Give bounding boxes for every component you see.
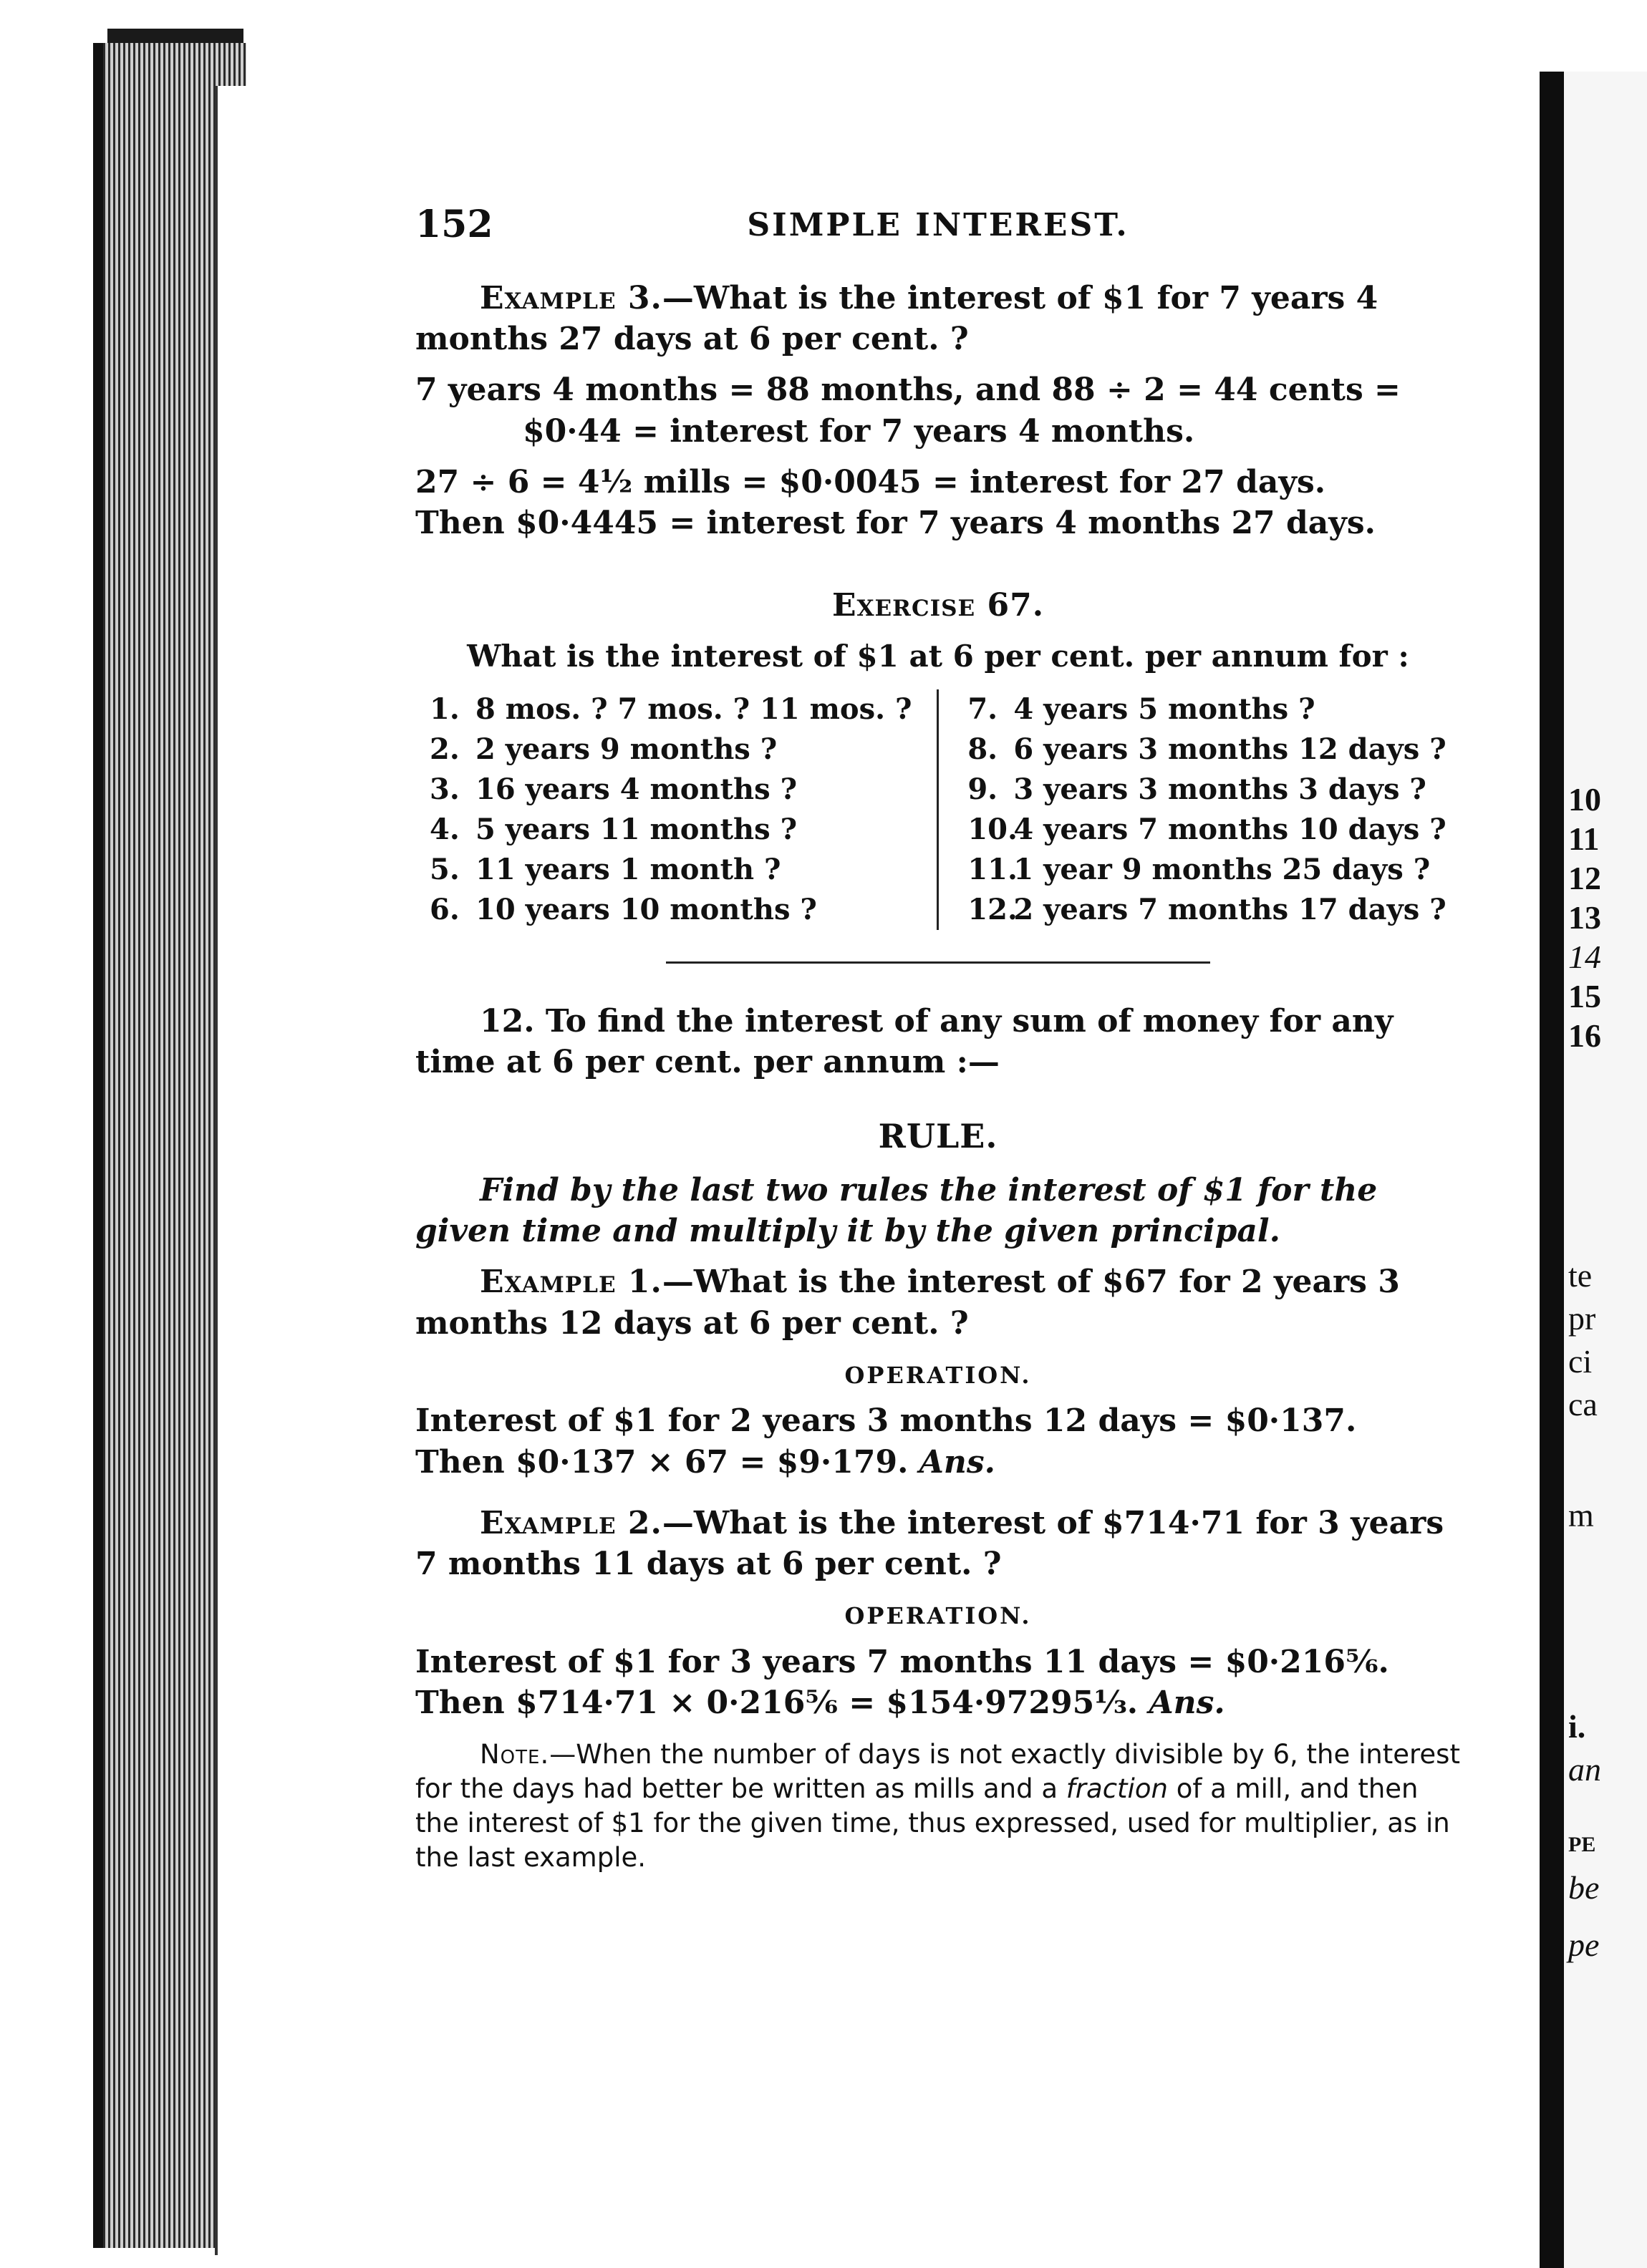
next-page-fragment: pe <box>1568 1927 1600 1963</box>
section-number: 12. <box>480 1002 535 1040</box>
example-1-line-2 <box>415 1442 1461 1483</box>
next-page-fragment: an <box>1568 1751 1601 1788</box>
example-3-question <box>415 278 1461 359</box>
exercise-text: 5 years 11 months ? <box>475 812 798 846</box>
exercise-item <box>430 770 937 810</box>
exercise-item <box>967 770 1461 810</box>
example-3-line-2: $0·44 = interest for 7 years 4 months. <box>523 412 1195 450</box>
exercise-item <box>430 850 937 890</box>
note-emphasis: fraction <box>1066 1773 1168 1805</box>
exercise-title: Exercise 67. <box>831 587 1045 624</box>
next-page-fragment: 11 <box>1568 820 1600 857</box>
answer-label: Ans. <box>919 1443 995 1480</box>
section-12-heading <box>415 1001 1461 1082</box>
exercise-column-right <box>937 689 1461 930</box>
next-page-fragment: 15 <box>1568 978 1601 1014</box>
exercise-number: 10. <box>967 812 1018 846</box>
operation-heading: OPERATION. <box>844 1361 1032 1389</box>
example-3-line-1: 7 years 4 months = 88 months, and 88 ÷ 2 = 44 cents = <box>415 372 1401 409</box>
note-text: —When the number of days is not exactly divisible by 6, the interest for the days had better be written as mills and a <box>415 1739 1460 1805</box>
exercise-number: 4. <box>430 812 460 846</box>
operation-heading: OPERATION. <box>844 1602 1032 1630</box>
running-header <box>415 200 1461 258</box>
example-3-line-3: 27 ÷ 6 = 4½ mills = $0·0045 = interest for 27 days. <box>415 463 1326 500</box>
exercise-number: 2. <box>430 732 460 766</box>
exercise-item <box>430 689 937 730</box>
page-number: 152 <box>415 203 493 246</box>
next-page-fragment: 10 <box>1568 781 1601 818</box>
exercise-item <box>967 850 1461 890</box>
exercise-item <box>967 890 1461 930</box>
exercise-number: 11. <box>967 852 1018 886</box>
next-page-fragment: 14 <box>1568 939 1601 975</box>
page-content <box>415 200 1461 1876</box>
answer-label: Ans. <box>1149 1684 1225 1721</box>
example-2-question <box>415 1503 1461 1584</box>
section-divider <box>666 961 1210 964</box>
exercise-item <box>967 730 1461 770</box>
note-paragraph <box>415 1738 1461 1875</box>
next-page-edge <box>1564 72 1647 2268</box>
calc-text: Then $714·71 × 0·216⅚ = $154·97295⅓. <box>415 1684 1139 1721</box>
next-page-fragment: 12 <box>1568 860 1601 896</box>
section-text: To find the interest of any sum of money for any time at 6 per cent. per annum :— <box>415 1002 1394 1081</box>
exercise-number: 3. <box>430 772 460 806</box>
exercise-text: 6 years 3 months 12 days ? <box>1013 732 1446 766</box>
exercise-text: 11 years 1 month ? <box>475 852 781 886</box>
example-label: Example 2. <box>480 1504 662 1541</box>
exercise-item <box>430 890 937 930</box>
exercise-item <box>967 810 1461 850</box>
next-page-fragment: ci <box>1568 1343 1593 1380</box>
example-question-text: —What is the interest of $67 for 2 years 3 months 12 days at 6 per cent. ? <box>415 1264 1400 1342</box>
exercise-item <box>430 730 937 770</box>
example-1-line-1: Interest of $1 for 2 years 3 months 12 days = $0·137. <box>415 1402 1357 1440</box>
note-label: Note. <box>480 1739 550 1770</box>
exercise-item <box>430 810 937 850</box>
exercise-text: 3 years 3 months 3 days ? <box>1013 772 1426 806</box>
next-page-fragment: 16 <box>1568 1017 1601 1054</box>
calc-text: Then $0·137 × 67 = $9·179. <box>415 1443 909 1480</box>
exercise-text: 4 years 7 months 10 days ? <box>1013 812 1446 846</box>
book-binding <box>1540 72 1564 2268</box>
exercise-text: 16 years 4 months ? <box>475 772 798 806</box>
exercise-column-left <box>430 689 937 930</box>
next-page-fragment: te <box>1568 1257 1593 1294</box>
exercise-item <box>967 689 1461 730</box>
exercise-number: 1. <box>430 692 460 726</box>
exercise-text: 1 year 9 months 25 days ? <box>1013 852 1431 886</box>
exercise-question: What is the interest of $1 at 6 per cent. per annum for : <box>467 639 1409 674</box>
exercise-number: 9. <box>967 772 998 806</box>
next-page-fragment: 13 <box>1568 899 1601 936</box>
exercise-list <box>415 689 1461 930</box>
example-2-line-2 <box>415 1682 1461 1723</box>
example-label: Example 3. <box>480 280 662 316</box>
next-page-fragment: pr <box>1568 1300 1596 1337</box>
exercise-text: 2 years 9 months ? <box>475 732 778 766</box>
exercise-number: 6. <box>430 892 460 926</box>
next-page-fragment: PE <box>1568 1833 1596 1856</box>
exercise-text: 8 mos. ? 7 mos. ? 11 mos. ? <box>475 692 912 726</box>
exercise-number: 8. <box>967 732 998 766</box>
next-page-fragment: i. <box>1568 1708 1586 1745</box>
next-page-fragment: m <box>1568 1497 1594 1533</box>
exercise-number: 5. <box>430 852 460 886</box>
exercise-text: 4 years 5 months ? <box>1013 692 1315 726</box>
example-question-text: —What is the interest of $714·71 for 3 years 7 months 11 days at 6 per cent. ? <box>415 1504 1444 1582</box>
example-3-line-4: Then $0·4445 = interest for 7 years 4 months 27 days. <box>415 504 1376 541</box>
note-text: of a mill, and then the interest of $1 for the given time, thus expressed, used for multiplier, as in the last example. <box>415 1773 1450 1874</box>
exercise-text: 10 years 10 months ? <box>475 892 817 926</box>
next-page-fragment: ca <box>1568 1386 1598 1423</box>
exercise-number: 12. <box>967 892 1018 926</box>
example-2-line-1: Interest of $1 for 3 years 7 months 11 days = $0·216⅚. <box>415 1643 1389 1680</box>
example-label: Example 1. <box>480 1264 662 1301</box>
exercise-text: 2 years 7 months 17 days ? <box>1013 892 1446 926</box>
next-page-fragment: be <box>1568 1869 1600 1906</box>
page-title: SIMPLE INTEREST. <box>747 207 1129 243</box>
example-question-text: —What is the interest of $1 for 7 years 4 months 27 days at 6 per cent. ? <box>415 280 1378 358</box>
rule-heading: RULE. <box>878 1117 998 1156</box>
example-1-question <box>415 1261 1461 1343</box>
exercise-number: 7. <box>967 692 998 726</box>
rule-text: Find by the last two rules the interest of $1 for the given time and multiply it by the given principal. <box>415 1172 1378 1250</box>
